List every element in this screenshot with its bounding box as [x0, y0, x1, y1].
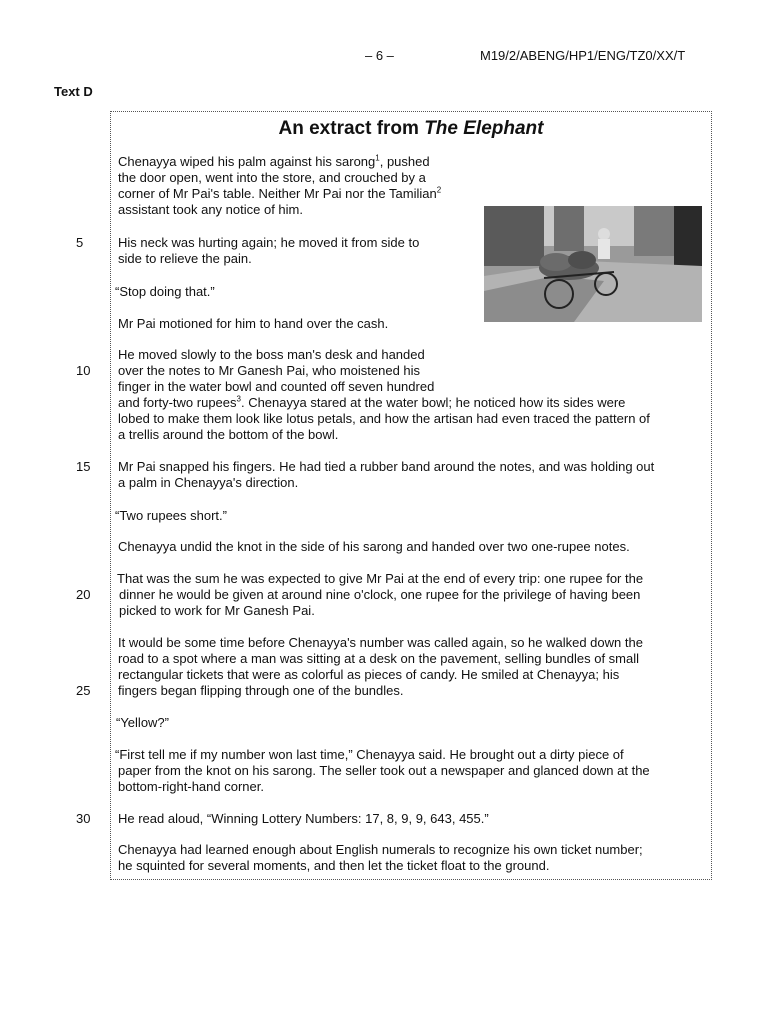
paragraph: “Yellow?” [116, 715, 169, 730]
paragraph: His neck was hurting again; he moved it from side to side to relieve the pain. [118, 235, 420, 266]
line-number: 5 [76, 235, 84, 250]
line-number: 20 [76, 587, 91, 602]
paragraph: Chenayya wiped his palm against his sarong$^1$, pushed the door open, went into the store, and crouched by a corner of Mr Pai's table. Neither Mr Pai nor the Tamilian$^2$ assistant took any notice of him. [118, 153, 442, 217]
paragraph: It would be some time before Chenayya's number was called again, so he walked down the road to a spot where a man was sitting at a desk on the pavement, selling bundles of small rectangular tickets that were as colorful as pieces of candy. He smiled at Chenayya; his fingers began flipping through one of the bundles. [118, 635, 643, 698]
paragraph: Chenayya undid the knot in the side of his sarong and handed over two one-rupee notes. [118, 539, 630, 554]
paragraph: He moved slowly to the boss man's desk and handed over the notes to Mr Ganesh Pai, who moistened his finger in the water bowl and counted off seven hundred and forty-two rupees$^3$. Chenayya stared at the water bowl; he noticed how its sides were lobed to make them look like lotus petals, and how the artisan had even traced the pattern of a trellis around the bottom of the bowl. [118, 347, 650, 442]
section-label: Text D [54, 84, 93, 99]
line-number: 30 [76, 811, 91, 826]
line-number: 15 [76, 459, 91, 474]
paragraph: Mr Pai motioned for him to hand over the cash. [118, 316, 389, 331]
paragraph: “Two rupees short.” [115, 508, 227, 523]
paragraph: Mr Pai snapped his fingers. He had tied a rubber band around the notes, and was holding out a palm in Chenayya's direction. [118, 459, 655, 490]
paragraph: “First tell me if my number won last time,” Chenayya said. He brought out a dirty piece of paper from the knot on his sarong. The seller took out a newspaper and glanced down at the bottom-right-hand corner. [115, 747, 650, 794]
page-number: – 6 – [365, 48, 394, 63]
line-number: 10 [76, 363, 91, 378]
extract-title: An extract from The Elephant [278, 118, 544, 139]
exam-code: M19/2/ABENG/HP1/ENG/TZ0/XX/T [480, 48, 686, 63]
paragraph: That was the sum he was expected to give Mr Pai at the end of every trip: one rupee for the dinner he would be given at around nine o'clock, one rupee for the privilege of having been picked to work for Mr Ganesh Pai. [117, 571, 644, 618]
line-number: 25 [76, 683, 91, 698]
paragraph: Chenayya had learned enough about English numerals to recognize his own ticket number; he squinted for several moments, and then let the ticket float to the ground. [118, 842, 643, 873]
paragraph: “Stop doing that.” [115, 284, 215, 299]
rickshaw-photo [484, 206, 702, 322]
paragraph: He read aloud, “Winning Lottery Numbers: 17, 8, 9, 9, 643, 455.” [118, 811, 489, 826]
